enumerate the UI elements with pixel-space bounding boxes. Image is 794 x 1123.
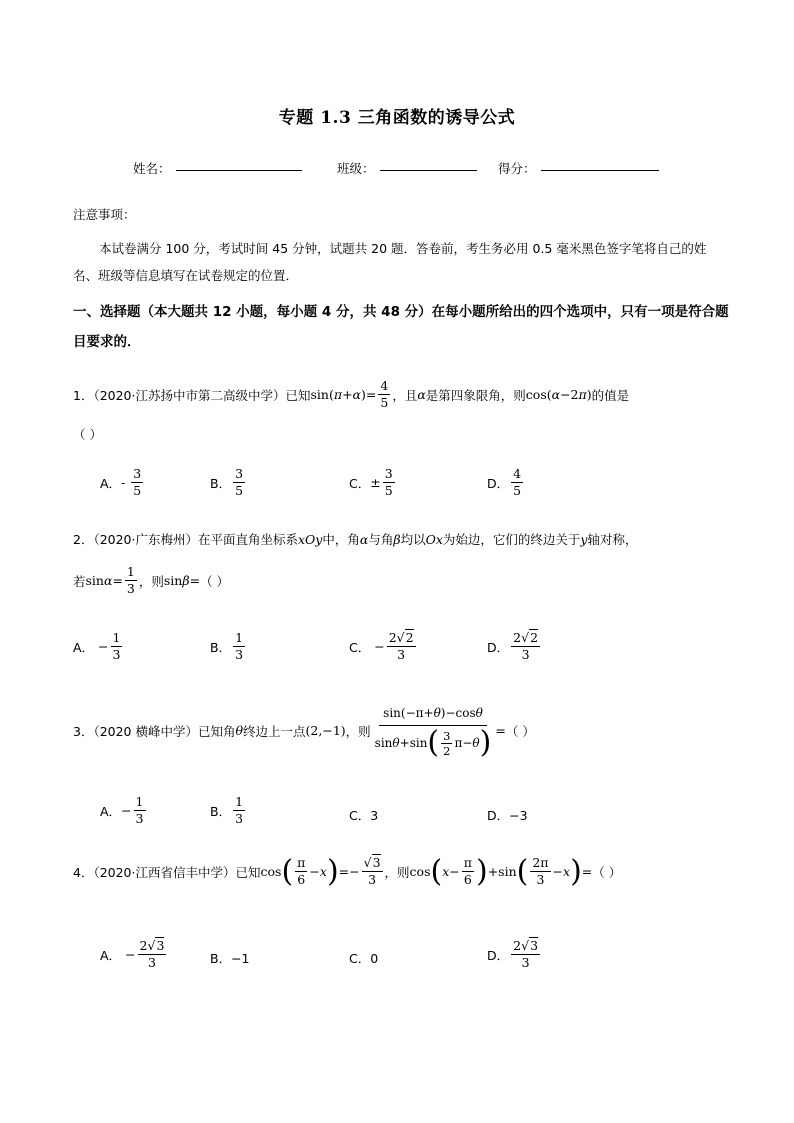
score-label: 得分： [498,161,536,176]
q2-option-d[interactable] [487,630,542,663]
q1-math-sin: sin(π+α)= [310,387,377,402]
question-2-stem-line2 [73,564,229,597]
q2-text-a: 2．（2020·广东梅州）在平面直角坐标系 [73,532,298,547]
q2-option-b[interactable] [210,630,247,663]
question-2-stem [73,530,638,548]
q2-text-b: 中，角 [322,532,360,547]
q1-option-b[interactable] [210,466,247,499]
q3-fraction: sin(−π+θ)−cosθ sin θ +sin ( $\frac{3}{2}$ π− θ ) [373,703,494,758]
section-heading: 一、选择题（本大题共 12 小题，每小题 4 分，共 48 分）在每小题所给出的四个选项中，只有一项是符合题目要求的． [73,304,729,350]
q3-paren: （ ） [505,723,535,739]
q2-text-e: 为始边，它们的终边关于 [442,532,581,547]
q2-option-d-frac: $\frac{2√2}{3}$ [513,630,539,662]
q2-text-f: 轴对称， [587,532,638,547]
q3-option-a-frac: $\frac{1}{3}$ [135,794,144,826]
q4-option-c[interactable]: C．0 [349,951,379,966]
q2-option-c-frac: $\frac{2√2}{3}$ [388,630,414,662]
q1-math-cos: cos(α−2π) [525,387,592,402]
q1-option-d-frac: $\frac{4}{5}$ [513,466,522,498]
q3-text-a: 3．（2020 横峰中学）已知角 [73,723,236,739]
q2-text-c: 与角 [368,532,394,547]
q2-option-a-frac: $\frac{1}{3}$ [112,630,121,662]
q4-option-d-label: D． [487,947,510,963]
q2-text-h: ，则 [138,573,164,589]
q4-text-b: ，则 [384,864,410,880]
q4-option-a[interactable]: A． − $\frac{2√3}{3}$ [100,938,165,970]
q2-math-sin-alpha: sinα= [85,573,123,588]
q2-option-c[interactable]: C． − $\frac{2√2}{3}$ [349,630,414,662]
q1-option-b-label: B． [210,475,232,491]
q3-equals: = [495,723,506,738]
class-label: 班级： [337,161,375,176]
q4-paren: （ ） [592,864,622,880]
q1-option-c-label: C． [349,475,371,491]
q2-option-b-label: B． [210,639,232,655]
q1-option-d-label: D． [487,475,510,491]
q4-math-given: cos ( $\frac{\pi}{6}$ − x ) =− $\frac{√3}{3}$ [260,853,381,889]
q3-option-b-frac: $\frac{1}{3}$ [235,794,244,826]
q2-text-g: 若 [73,573,86,589]
q4-math-expr: cos ( x − $\frac{\pi}{6}$ ) +sin ( $\frac{2\pi}{3}$ − x ) = [409,853,593,889]
q2-math-xoy: xOy [298,532,323,547]
q3-option-d[interactable]: D．−3 [487,808,528,823]
page-title: 专题 1.3 三角函数的诱导公式 [278,108,516,128]
question-1-stem [73,378,629,411]
question-4-stem [73,855,621,888]
q1-option-a-label: A． [100,475,122,491]
q1-option-d[interactable] [487,466,525,499]
question-3-stem [73,703,535,758]
q3-option-b-label: B． [210,803,232,819]
q3-option-a[interactable]: A． − $\frac{1}{3}$ [100,794,144,826]
q2-fraction: $\frac{1}{3}$ [126,564,135,596]
q2-option-d-label: D． [487,639,510,655]
q4-option-d[interactable] [487,938,542,971]
q4-option-a-frac: $\frac{2√3}{3}$ [139,938,165,970]
q1-text-b: ，且 [392,387,418,403]
q2-option-a-label: A． [73,639,95,655]
q1-text-d: 的值是 [591,387,630,403]
notice-heading: 注意事项： [73,207,136,222]
q3-text-c: ，则 [345,723,371,739]
q2-math-ox: Ox [425,532,443,547]
q1-text-c: 是第四象限角，则 [425,387,526,403]
notice-body: 本试卷满分 100 分，考试时间 45 分钟，试题共 20 题．答卷前，考生务必用 0.5 毫米黑色签字笔将自己的姓名、班级等信息填写在试卷规定的位置． [73,241,707,283]
q4-text-a: 4．（2020·江西省信丰中学）已知 [73,864,261,880]
q1-text-a: 1．（2020·江苏扬中市第二高级中学）已知 [73,387,311,403]
q2-text-i: （ ） [200,573,230,589]
q3-math-theta: θ [235,723,244,738]
q1-option-b-frac: $\frac{3}{5}$ [235,466,244,498]
q1-paren: （ ） [73,427,102,442]
q1-option-c-frac: $\frac{3}{5}$ [384,466,393,498]
q4-option-b[interactable]: B．−1 [210,951,250,966]
q2-option-a[interactable]: A． − $\frac{1}{3}$ [73,630,121,662]
q2-math-sin-beta: sinβ= [163,573,201,588]
q1-math-alpha: α [417,387,426,402]
q2-option-c-label: C． [349,639,371,655]
q4-option-d-frac: $\frac{2√3}{3}$ [513,938,539,970]
q2-math-y: y [580,532,588,547]
score-blank[interactable] [541,158,659,171]
name-blank[interactable] [176,158,302,171]
q3-text-b: 终边上一点 [243,723,306,739]
q2-math-alpha: α [359,532,369,547]
q1-option-c[interactable]: C． ± $\frac{3}{5}$ [349,466,393,498]
q3-option-a-label: A． [100,803,122,819]
q1-option-a[interactable]: A． - $\frac{3}{5}$ [100,466,142,498]
q1-option-a-frac: $\frac{3}{5}$ [133,466,142,498]
q3-option-c[interactable]: C．3 [349,808,379,823]
q3-math-point: (2,−1) [305,723,346,738]
name-label: 姓名： [133,161,171,176]
q3-option-b[interactable] [210,794,247,827]
class-blank[interactable] [380,158,477,171]
q4-option-a-label: A． [100,947,122,963]
q2-option-b-frac: $\frac{1}{3}$ [235,630,244,662]
q2-text-d: 均以 [400,532,426,547]
q1-fraction: $\frac{4}{5}$ [380,378,389,410]
q2-math-beta: β [393,532,401,547]
